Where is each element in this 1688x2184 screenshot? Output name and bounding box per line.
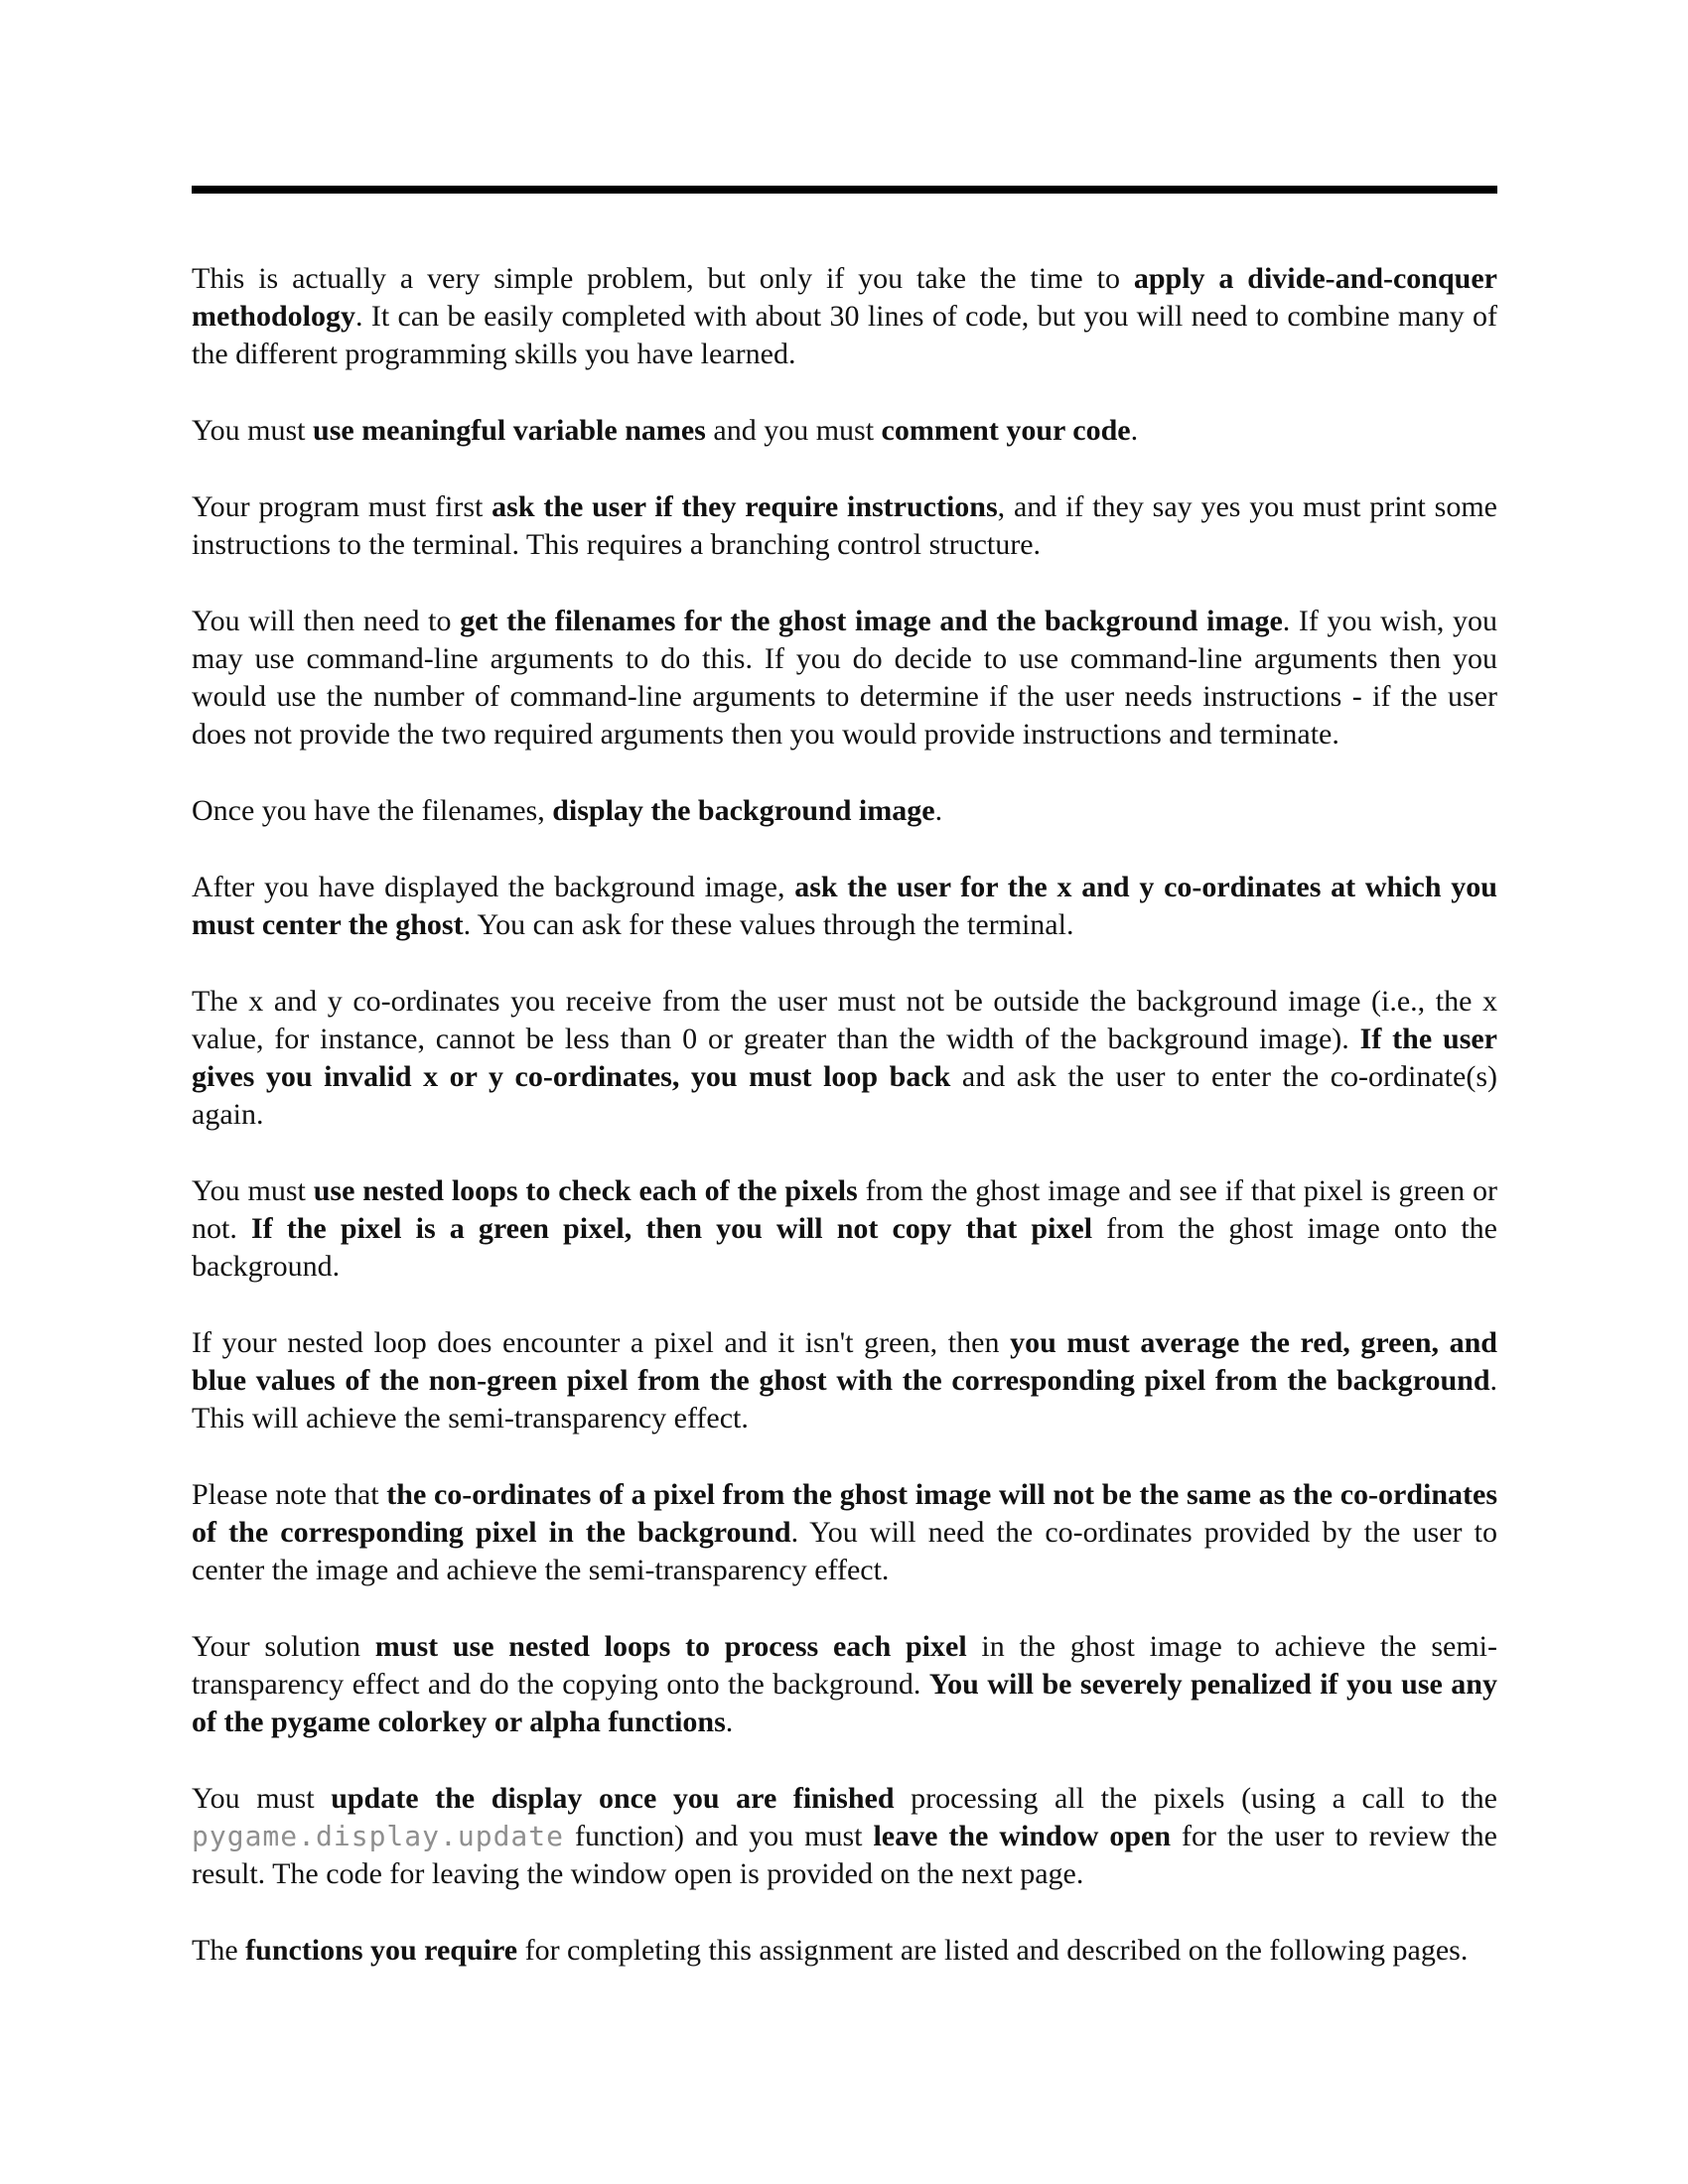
body-text: and you must — [705, 414, 882, 447]
body-text: . You will need the co-ordinates provided by the user to center the image and achieve the semi-transparency effect. — [192, 1516, 1497, 1586]
document-body — [192, 260, 1497, 2008]
body-text: After you have displayed the background image, — [192, 871, 795, 903]
body-text: and ask the user to enter the co-ordinate(s) again. — [192, 1060, 1497, 1131]
inline-code: pygame.display.update — [192, 1820, 565, 1852]
bold-text: use nested loops to check each of the pixels — [313, 1174, 858, 1207]
paragraph — [192, 792, 1497, 830]
body-text: in the ghost image to achieve the semi-transparency effect and do the copying onto the background. — [192, 1630, 1498, 1701]
bold-text: must use nested loops to process each pixel — [374, 1630, 967, 1663]
body-text: The — [192, 1934, 246, 1967]
body-text: . — [1130, 414, 1139, 447]
body-text: processing all the pixels (using a call to the — [894, 1782, 1498, 1815]
paragraph — [192, 1932, 1497, 1970]
bold-text: You will be severely penalized if you use any of the pygame colorkey or alpha functions — [192, 1668, 1497, 1738]
body-text: . It can be easily completed with about 30 lines of code, but you will need to combine many of the different programming skills you have learned. — [192, 300, 1497, 370]
body-text: You must — [192, 414, 314, 447]
bold-text: ask the user if they require instructions — [492, 490, 998, 523]
body-text: Please note that — [192, 1478, 387, 1511]
horizontal-rule — [192, 186, 1497, 194]
paragraph — [192, 260, 1497, 373]
body-text: If your nested loop does encounter a pixel and it isn't green, then — [192, 1326, 1011, 1359]
body-text: Your program must first — [192, 490, 492, 523]
bold-text: the co-ordinates of a pixel from the ghost image will not be the same as the co-ordinates of the corresponding pixel in the background — [192, 1478, 1497, 1549]
paragraph — [192, 1172, 1497, 1286]
paragraph — [192, 1476, 1497, 1589]
body-text: Your solution — [192, 1630, 375, 1663]
bold-text: leave the window open — [873, 1820, 1172, 1852]
body-text: The x and y co-ordinates you receive from the user must not be outside the background image (i.e., the x value, for instance, cannot be less than 0 or greater than the width of the background image). — [192, 985, 1497, 1055]
body-text: . — [725, 1706, 734, 1738]
body-text: You will then need to — [192, 605, 461, 637]
paragraph — [192, 1324, 1497, 1437]
bold-text: get the filenames for the ghost image and the background image — [460, 605, 1283, 637]
paragraph — [192, 488, 1497, 564]
body-text: from the ghost image onto the background. — [192, 1212, 1497, 1283]
body-text: for completing this assignment are listed and described on the following pages. — [517, 1934, 1469, 1967]
body-text: You must — [192, 1782, 332, 1815]
paragraph — [192, 1780, 1497, 1893]
body-text: . You can ask for these values through the terminal. — [463, 908, 1074, 941]
body-text: You must — [192, 1174, 314, 1207]
body-text: . — [934, 794, 943, 827]
bold-text: If the pixel is a green pixel, then you will not copy that pixel — [250, 1212, 1093, 1245]
bold-text: If the user gives you invalid x or y co-ordinates, you must loop back — [192, 1023, 1497, 1093]
body-text: , and if they say yes you must print some instructions to the terminal. This requires a branching control structure. — [192, 490, 1497, 561]
bold-text: you must average the red, green, and blue values of the non-green pixel from the ghost with the corresponding pixel from the background — [192, 1326, 1497, 1397]
body-text: function) and you must — [564, 1820, 874, 1852]
bold-text: ask the user for the x and y co-ordinates at which you must center the ghost — [192, 871, 1497, 941]
bold-text: apply a divide-and-conquer methodology — [192, 262, 1497, 333]
paragraph — [192, 412, 1497, 450]
body-text: Once you have the filenames, — [192, 794, 553, 827]
body-text: from the ghost image and see if that pixel is green or not. — [192, 1174, 1497, 1245]
body-text: . If you wish, you may use command-line arguments to do this. If you do decide to use command-line arguments then you would use the number of command-line arguments to determine if the user needs instructions - if the user does not provide the two required arguments then you would provide instructions and terminate. — [192, 605, 1497, 751]
paragraph — [192, 869, 1497, 944]
bold-text: functions you require — [245, 1934, 518, 1967]
paragraph — [192, 603, 1497, 753]
body-text: This is actually a very simple problem, but only if you take the time to — [192, 262, 1134, 295]
bold-text: use meaningful variable names — [313, 414, 706, 447]
bold-text: update the display once you are finished — [331, 1782, 895, 1815]
paragraph — [192, 1628, 1497, 1741]
bold-text: comment your code — [881, 414, 1131, 447]
body-text: . This will achieve the semi-transparency effect. — [192, 1364, 1497, 1434]
bold-text: display the background image — [552, 794, 935, 827]
paragraph — [192, 983, 1497, 1134]
body-text: for the user to review the result. The code for leaving the window open is provided on the next page. — [192, 1820, 1497, 1890]
